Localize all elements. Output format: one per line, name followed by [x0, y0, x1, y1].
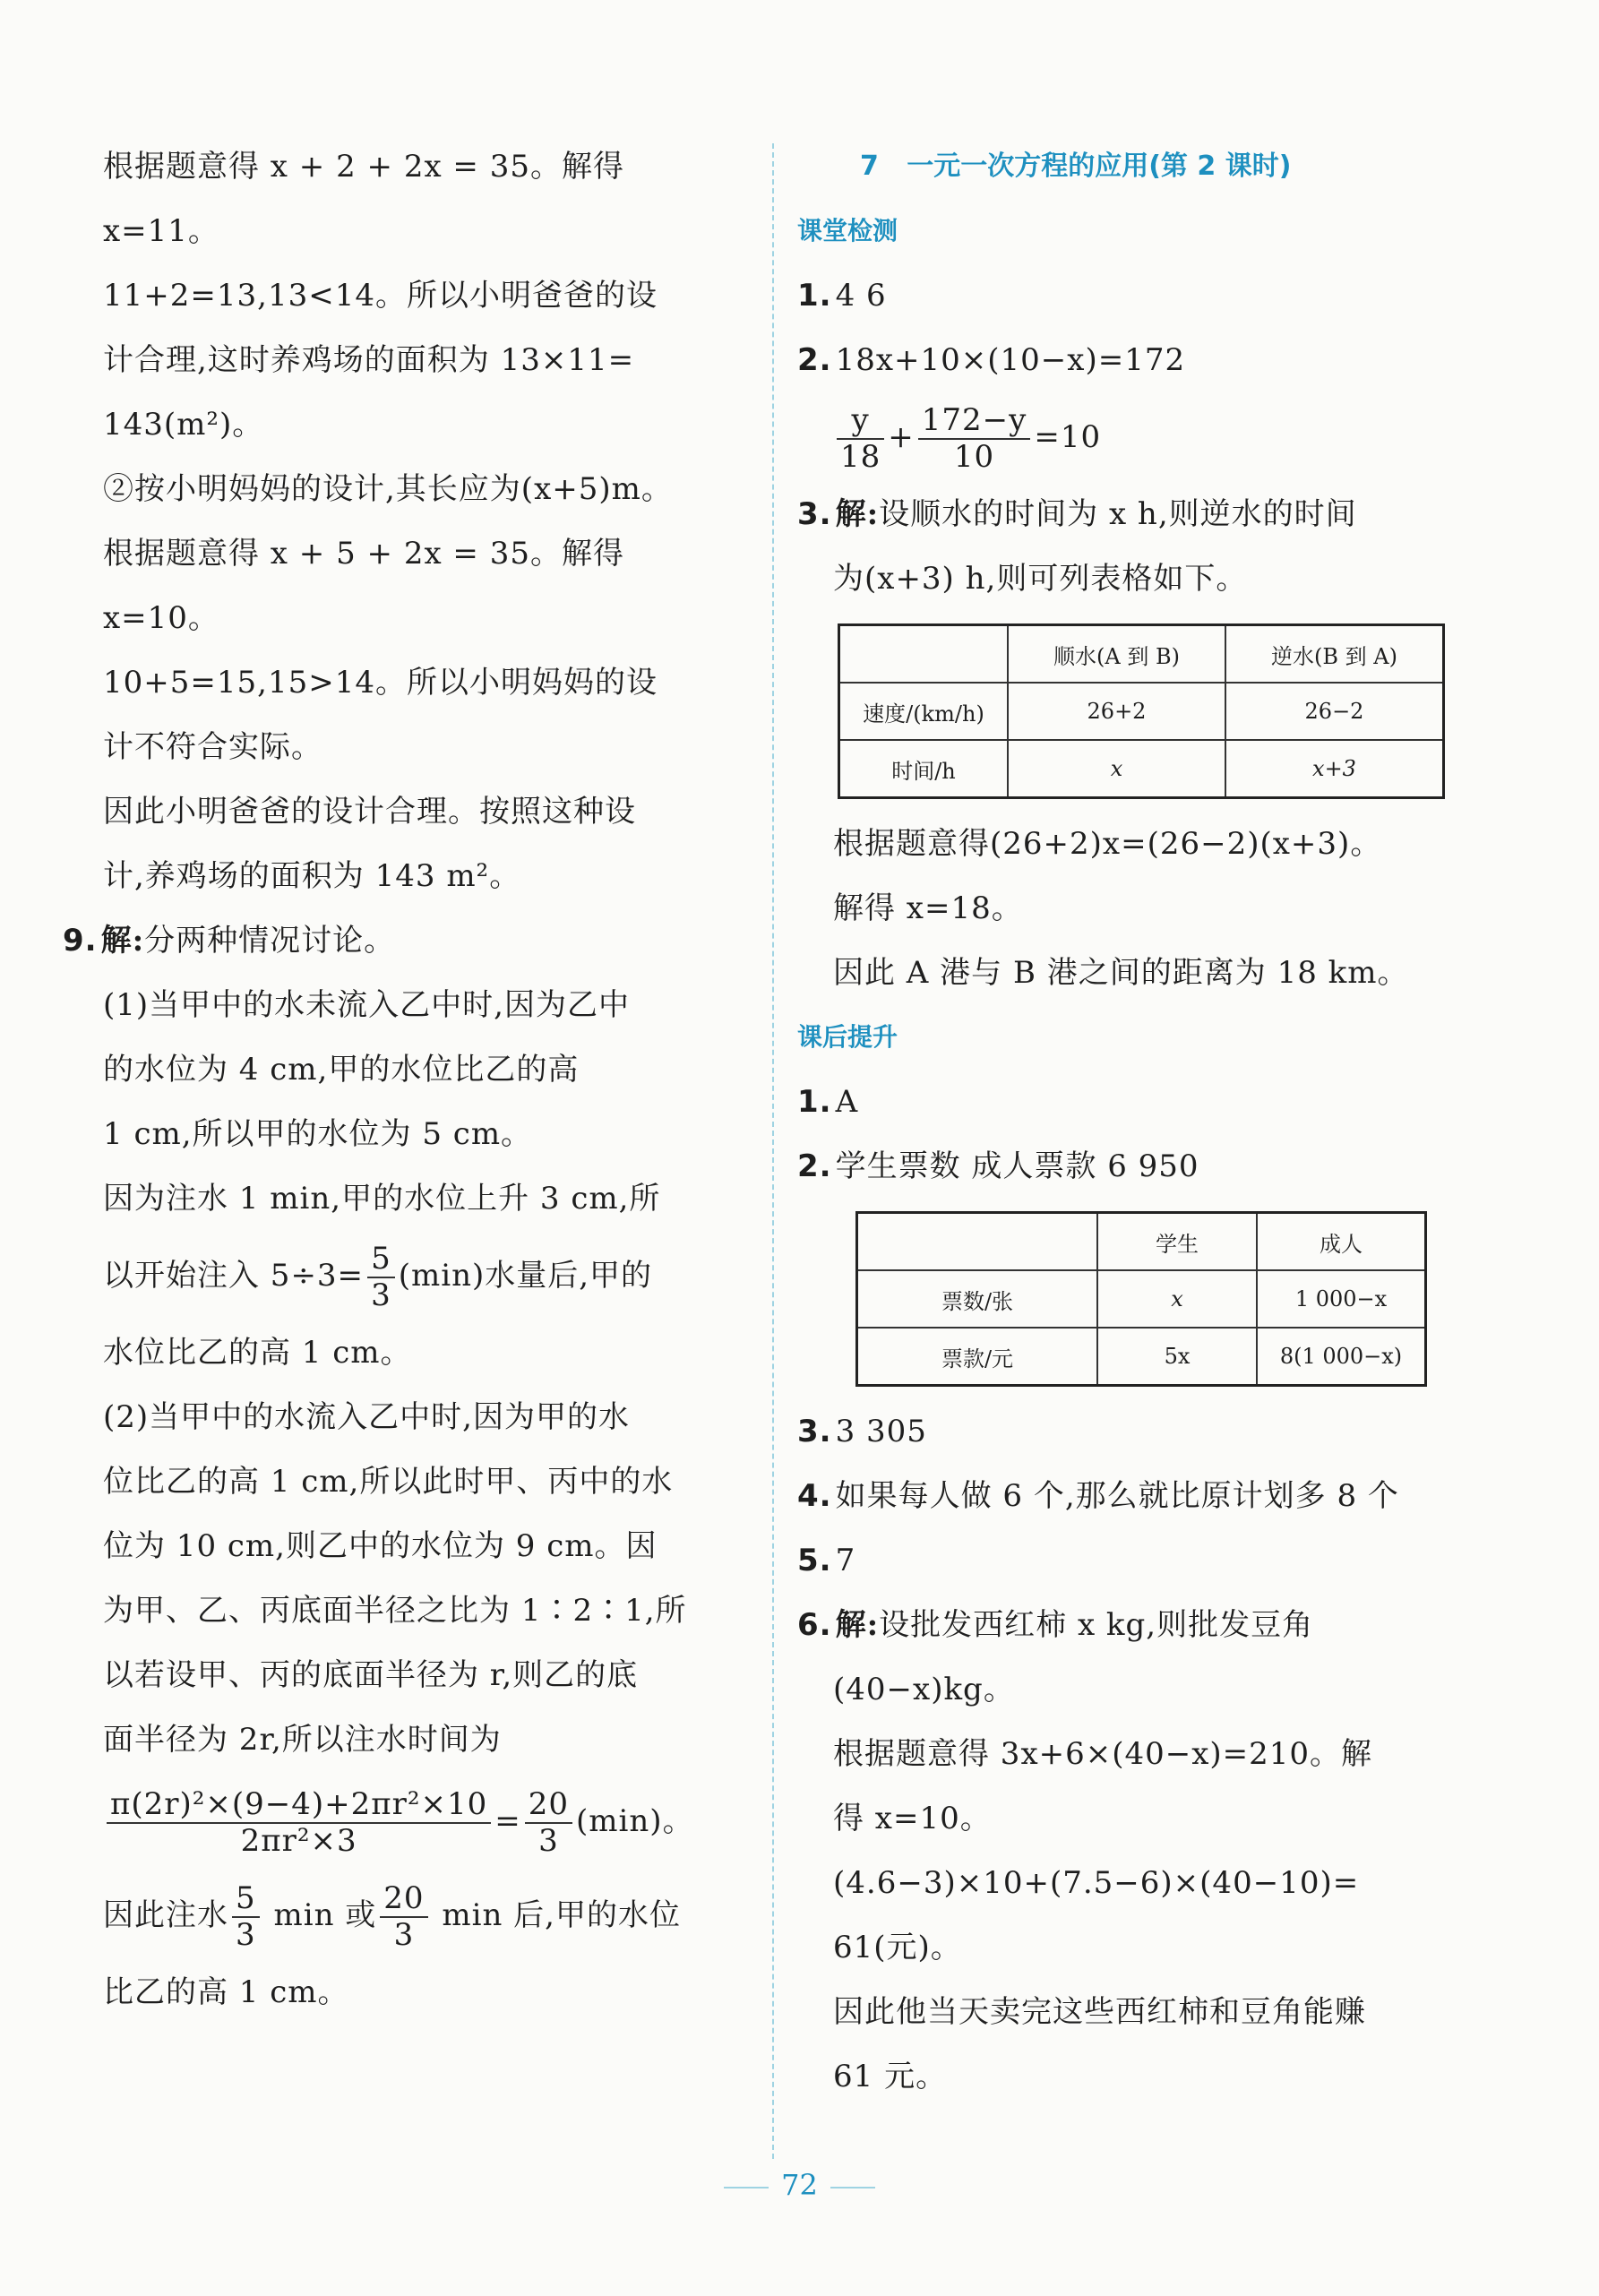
table-cell: x+3 [1225, 740, 1444, 798]
answer-number: 2. [797, 342, 832, 378]
question-number: 9. [63, 923, 98, 959]
table-cell: 5x [1097, 1328, 1257, 1386]
table-cell: 1 000−x [1257, 1270, 1426, 1328]
table-cell: 26+2 [1008, 683, 1225, 740]
fraction-numerator: 5 [232, 1881, 260, 1918]
solution-label: 解: [835, 496, 880, 532]
table-header-row [839, 625, 1444, 684]
table-cell: 逆水(B 到 A) [1225, 625, 1444, 684]
fraction-denominator: 3 [393, 1917, 415, 1953]
table-cell [857, 1213, 1098, 1271]
left-line-4: 计合理,这时养鸡场的面积为 13×11= [103, 342, 635, 378]
answer-b2 [797, 1134, 1456, 1199]
left-line-3: 11+2=13,13<14。所以小明爸爸的设 [103, 278, 658, 314]
left-line-7: 根据题意得 x + 5 + 2x = 35。解得 [103, 536, 624, 572]
section-number: 7 [860, 150, 879, 182]
answer-text: 如果每人做 6 个,那么就比原计划多 8 个 [835, 1478, 1399, 1514]
table-cell: 时间/h [839, 740, 1009, 798]
answer-number: 3. [797, 1414, 832, 1449]
fraction-5-3 [367, 1242, 395, 1313]
q9-line-b1: 水位比乙的高 1 cm。 [103, 1335, 412, 1371]
answer-2 [797, 328, 1456, 392]
plus-sign: + [888, 419, 915, 455]
conclusion-suffix: min 后,甲的水位 [431, 1897, 681, 1933]
answer-b4 [797, 1464, 1456, 1528]
answer-3 [797, 482, 1456, 546]
subheading-after-class: 课后提升 [797, 1022, 898, 1052]
answer-2-fraction-equation [797, 392, 1456, 482]
answer-number: 5. [797, 1543, 832, 1578]
answer-text: 18x+10×(10−x)=172 [835, 342, 1186, 378]
fraction-numerator: y [837, 403, 884, 440]
q9-line-b3: 位比乙的高 1 cm,所以此时甲、丙中的水 [103, 1464, 674, 1500]
fraction-denominator: 3 [236, 1917, 256, 1953]
page-number: 72 [781, 2168, 818, 2202]
fraction-numerator: π(2r)²×(9−4)+2πr²×10 [107, 1787, 491, 1824]
solution-label: 解: [100, 923, 145, 959]
equals-sign: = [494, 1803, 521, 1839]
q9-line-b7: 面半径为 2r,所以注水时间为 [103, 1722, 502, 1758]
section-title [797, 134, 1456, 199]
table-cell [839, 625, 1009, 684]
fraction-172-y-10 [918, 403, 1031, 475]
table-cell: 26−2 [1225, 683, 1444, 740]
answer-number: 3. [797, 496, 832, 532]
left-line-12: 计,养鸡场的面积为 143 m²。 [103, 858, 521, 894]
fraction-20-3 [380, 1881, 427, 1953]
fraction-line-suffix: (min)。 [576, 1803, 694, 1839]
answer-number: 2. [797, 1148, 832, 1184]
answer-number: 4. [797, 1478, 832, 1514]
answer-text: 4 6 [835, 278, 887, 314]
q9-line-a3: 1 cm,所以甲的水位为 5 cm。 [103, 1116, 533, 1152]
ticket-table [855, 1211, 1427, 1387]
table-cell: 学生 [1097, 1213, 1257, 1271]
question-intro: 分两种情况讨论。 [144, 923, 396, 959]
table-header-row [857, 1213, 1426, 1271]
equation-tail: =10 [1034, 419, 1102, 455]
table-row [857, 1270, 1426, 1328]
fraction-numerator: 20 [380, 1881, 427, 1918]
q9-line-a2: 的水位为 4 cm,甲的水位比乙的高 [103, 1052, 580, 1088]
footer-dash-right [830, 2187, 875, 2189]
answer-b6 [797, 1593, 1456, 1657]
answer-b6-line: 61(元)。 [833, 1930, 962, 1965]
fraction-numerator: 172−y [918, 403, 1031, 440]
fraction-line-suffix: (min)水量后,甲的 [398, 1258, 653, 1294]
answer-number: 1. [797, 278, 832, 314]
fraction-20-3 [525, 1787, 572, 1859]
footer-dash-left [724, 2187, 769, 2189]
fraction-denominator: 18 [840, 439, 881, 475]
left-column [63, 134, 744, 2025]
left-line-2: x=11。 [103, 213, 219, 249]
question-9-header [63, 908, 744, 973]
table-cell: 8(1 000−x) [1257, 1328, 1426, 1386]
left-line-9: 10+5=15,15>14。所以小明妈妈的设 [103, 665, 658, 701]
answer-text: 3 305 [835, 1414, 927, 1449]
q9-fraction-line-2 [103, 1772, 744, 1870]
fraction-y-18 [837, 403, 884, 475]
table-cell: x [1008, 740, 1225, 798]
answer-b6-line: 因此他当天卖完这些西红柿和豆角能赚 [833, 1994, 1366, 2030]
table-row [839, 740, 1444, 798]
answer-3-after-1: 根据题意得(26+2)x=(26−2)(x+3)。 [833, 826, 1382, 862]
left-line-8: x=10。 [103, 600, 219, 636]
left-line-11: 因此小明爸爸的设计合理。按照这种设 [103, 794, 636, 830]
answer-b6-line: 61 元。 [833, 2059, 948, 2094]
answer-b3 [797, 1399, 1456, 1464]
answer-b1 [797, 1070, 1456, 1134]
page-number-footer [0, 2168, 1599, 2202]
answer-b6-line: 得 x=10。 [833, 1801, 992, 1836]
left-line-5: 143(m²)。 [103, 407, 264, 443]
q9-line-a1: (1)当甲中的水未流入乙中时,因为乙中 [103, 987, 630, 1023]
conclusion-prefix: 因此注水 [103, 1897, 228, 1933]
answer-text: 学生票数 成人票款 6 950 [835, 1148, 1199, 1184]
q9-line-b6: 以若设甲、丙的底面半径为 r,则乙的底 [103, 1657, 639, 1693]
fraction-5-3 [232, 1881, 260, 1953]
q9-line-b4: 位为 10 cm,则乙中的水位为 9 cm。因 [103, 1528, 658, 1564]
answer-text: 设顺水的时间为 x h,则逆水的时间 [879, 496, 1357, 532]
fraction-numerator: 5 [367, 1242, 395, 1278]
table-row [857, 1328, 1426, 1386]
answer-b6-line: (40−x)kg。 [833, 1672, 1015, 1707]
answer-b6-line: 根据题意得 3x+6×(40−x)=210。解 [833, 1736, 1373, 1772]
solution-label: 解: [835, 1607, 880, 1643]
table-cell: 速度/(km/h) [839, 683, 1009, 740]
q9-line-b2: (2)当甲中的水流入乙中时,因为甲的水 [103, 1399, 630, 1435]
right-column [797, 134, 1456, 2109]
left-line-6: ②按小明妈妈的设计,其长应为(x+5)m。 [103, 471, 673, 507]
answer-b6-line: (4.6−3)×10+(7.5−6)×(40−10)= [833, 1865, 1360, 1901]
answer-3-after-3: 因此 A 港与 B 港之间的距离为 18 km。 [833, 955, 1409, 991]
answer-1 [797, 263, 1456, 328]
fraction-denominator: 3 [371, 1277, 391, 1313]
column-divider [772, 143, 774, 2159]
fraction-denominator: 3 [538, 1823, 559, 1859]
q9-conclusion-line [103, 1870, 744, 1960]
answer-text: A [835, 1084, 859, 1120]
table-cell: 票款/元 [857, 1328, 1098, 1386]
table-cell: 顺水(A 到 B) [1008, 625, 1225, 684]
table-cell: 票数/张 [857, 1270, 1098, 1328]
answer-b5 [797, 1528, 1456, 1593]
fraction-line-prefix: 以开始注入 5÷3= [103, 1258, 365, 1294]
answer-number: 6. [797, 1607, 832, 1643]
q9-last-line: 比乙的高 1 cm。 [103, 1974, 349, 2010]
fraction-time-expression [107, 1787, 491, 1859]
speed-time-table [838, 623, 1445, 799]
left-line-10: 计不符合实际。 [103, 729, 322, 765]
answer-number: 1. [797, 1084, 832, 1120]
answer-3-after-2: 解得 x=18。 [833, 890, 1023, 926]
fraction-numerator: 20 [525, 1787, 572, 1824]
q9-fraction-line-1 [103, 1231, 744, 1320]
answer-3-line-2: 为(x+3) h,则可列表格如下。 [833, 561, 1248, 597]
table-row [839, 683, 1444, 740]
answer-text: 7 [835, 1543, 856, 1578]
section-title-text: 一元一次方程的应用(第 2 课时) [907, 150, 1292, 182]
conclusion-middle: min 或 [262, 1897, 377, 1933]
left-line-1: 根据题意得 x + 2 + 2x = 35。解得 [103, 149, 624, 185]
fraction-denominator: 2πr²×3 [240, 1823, 357, 1859]
q9-line-a4: 因为注水 1 min,甲的水位上升 3 cm,所 [103, 1181, 661, 1217]
table-cell: 成人 [1257, 1213, 1426, 1271]
fraction-denominator: 10 [953, 439, 995, 475]
q9-line-b5: 为甲、乙、丙底面半径之比为 1∶2∶1,所 [103, 1593, 687, 1629]
subheading-classroom-check: 课堂检测 [797, 216, 898, 245]
table-cell: x [1097, 1270, 1257, 1328]
answer-text: 设批发西红柿 x kg,则批发豆角 [879, 1607, 1314, 1643]
